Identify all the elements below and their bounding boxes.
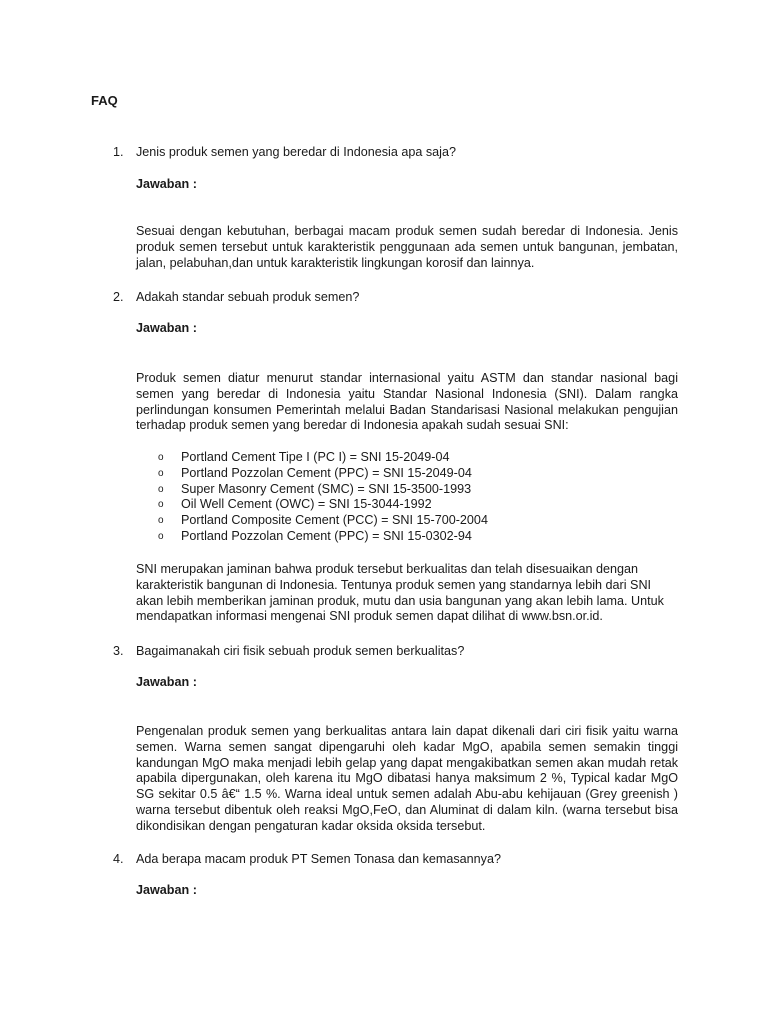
bullet-marker: o <box>158 499 164 511</box>
bullet-marker: o <box>158 467 164 479</box>
standard-text: Portland Cement Tipe I (PC I) = SNI 15-2049-04 <box>181 450 450 464</box>
question-2 <box>113 290 693 306</box>
question-number: 1. <box>113 145 124 159</box>
question-1 <box>113 145 693 161</box>
answer-label-2: Jawaban : <box>136 321 197 335</box>
list-item <box>136 529 676 545</box>
question-text: Ada berapa macam produk PT Semen Tonasa dan kemasannya? <box>136 852 501 866</box>
answer-label-1: Jawaban : <box>136 177 197 191</box>
question-3 <box>113 644 693 660</box>
bullet-marker: o <box>158 483 164 495</box>
question-number: 4. <box>113 852 124 866</box>
answer-paragraph-2: Produk semen diatur menurut standar internasional yaitu ASTM dan standar nasional bagi semen yang beredar di Indonesia yaitu Standar Nasional Indonesia (SNI). Dalam rangka perlindungan konsumen Pemerintah melalui Badan Standarisasi Nasional melakukan pengujian terhadap produk semen yang beredar di Indonesia apakah sudah sesuai SNI: <box>136 371 678 433</box>
standard-text: Oil Well Cement (OWC) = SNI 15-3044-1992 <box>181 497 432 512</box>
question-text: Jenis produk semen yang beredar di Indonesia apa saja? <box>136 145 456 159</box>
standard-text: Super Masonry Cement (SMC) = SNI 15-3500-1993 <box>181 481 472 496</box>
list-item <box>136 466 676 482</box>
answer-paragraph-1: Sesuai dengan kebutuhan, berbagai macam produk semen sudah beredar di Indonesia. Jenis produk semen tersebut untuk karakteristik penggunaan ada semen untuk bangunan, jembatan, jalan, pelabuhan,dan untuk karakteristik lingkungan korosif dan lainnya. <box>136 224 678 270</box>
question-number: 3. <box>113 644 124 658</box>
question-number: 2. <box>113 290 124 304</box>
answer-label-4: Jawaban : <box>136 883 197 897</box>
list-item <box>136 482 676 498</box>
standard-text: Portland Composite Cement (PCC) = SNI 15-700-2004 <box>181 513 488 528</box>
bullet-marker: o <box>158 452 164 463</box>
bullet-marker: o <box>158 530 164 542</box>
question-text: Adakah standar sebuah produk semen? <box>136 290 360 304</box>
question-text: Bagaimanakah ciri fisik sebuah produk semen berkualitas? <box>136 644 465 658</box>
page-title: FAQ <box>91 93 118 108</box>
answer-label-3: Jawaban : <box>136 675 197 689</box>
answer-paragraph-3: Pengenalan produk semen yang berkualitas antara lain dapat dikenali dari ciri fisik yaitu warna semen. Warna semen sangat dipengaruhi oleh kadar MgO, apabila semen semakin tinggi kandungan MgO maka menjadi lebih gelap yang dapat mengakibatkan semen akan mudah retak apabila dipergunakan, oleh karena itu MgO dibatasi hanya maksimum 2 %, Typical kadar MgO SG sekitar 0.5 â€“ 1.5 %. Warna ideal untuk semen adalah Abu-abu kehijauan (Grey greenish ) warna tersebut dibentuk oleh reaksi MgO,FeO, dan Aluminat di dalam kiln. (warna tersebut bisa dikondisikan dengan pengaturan kadar oksida oksida tersebut. <box>136 724 678 833</box>
question-4 <box>113 852 693 868</box>
standards-list <box>136 450 676 545</box>
list-item <box>136 513 676 529</box>
bullet-marker: o <box>158 515 164 527</box>
standard-text: Portland Pozzolan Cement (PPC) = SNI 15-2049-04 <box>181 465 472 480</box>
standard-text: Portland Pozzolan Cement (PPC) = SNI 15-0302-94 <box>181 528 472 543</box>
list-item <box>136 450 676 466</box>
list-item <box>136 497 676 513</box>
answer-paragraph-2b: SNI merupakan jaminan bahwa produk tersebut berkualitas dan telah disesuaikan dengan karakteristik bangunan di Indonesia. Tentunya produk semen yang standarnya lebih dari SNI akan lebih memberikan jaminan produk, mutu dan usia bangunan yang akan lebih lama. Untuk mendapatkan informasi mengenai SNI produk semen dapat dilihat di www.bsn.or.id. <box>136 562 664 624</box>
